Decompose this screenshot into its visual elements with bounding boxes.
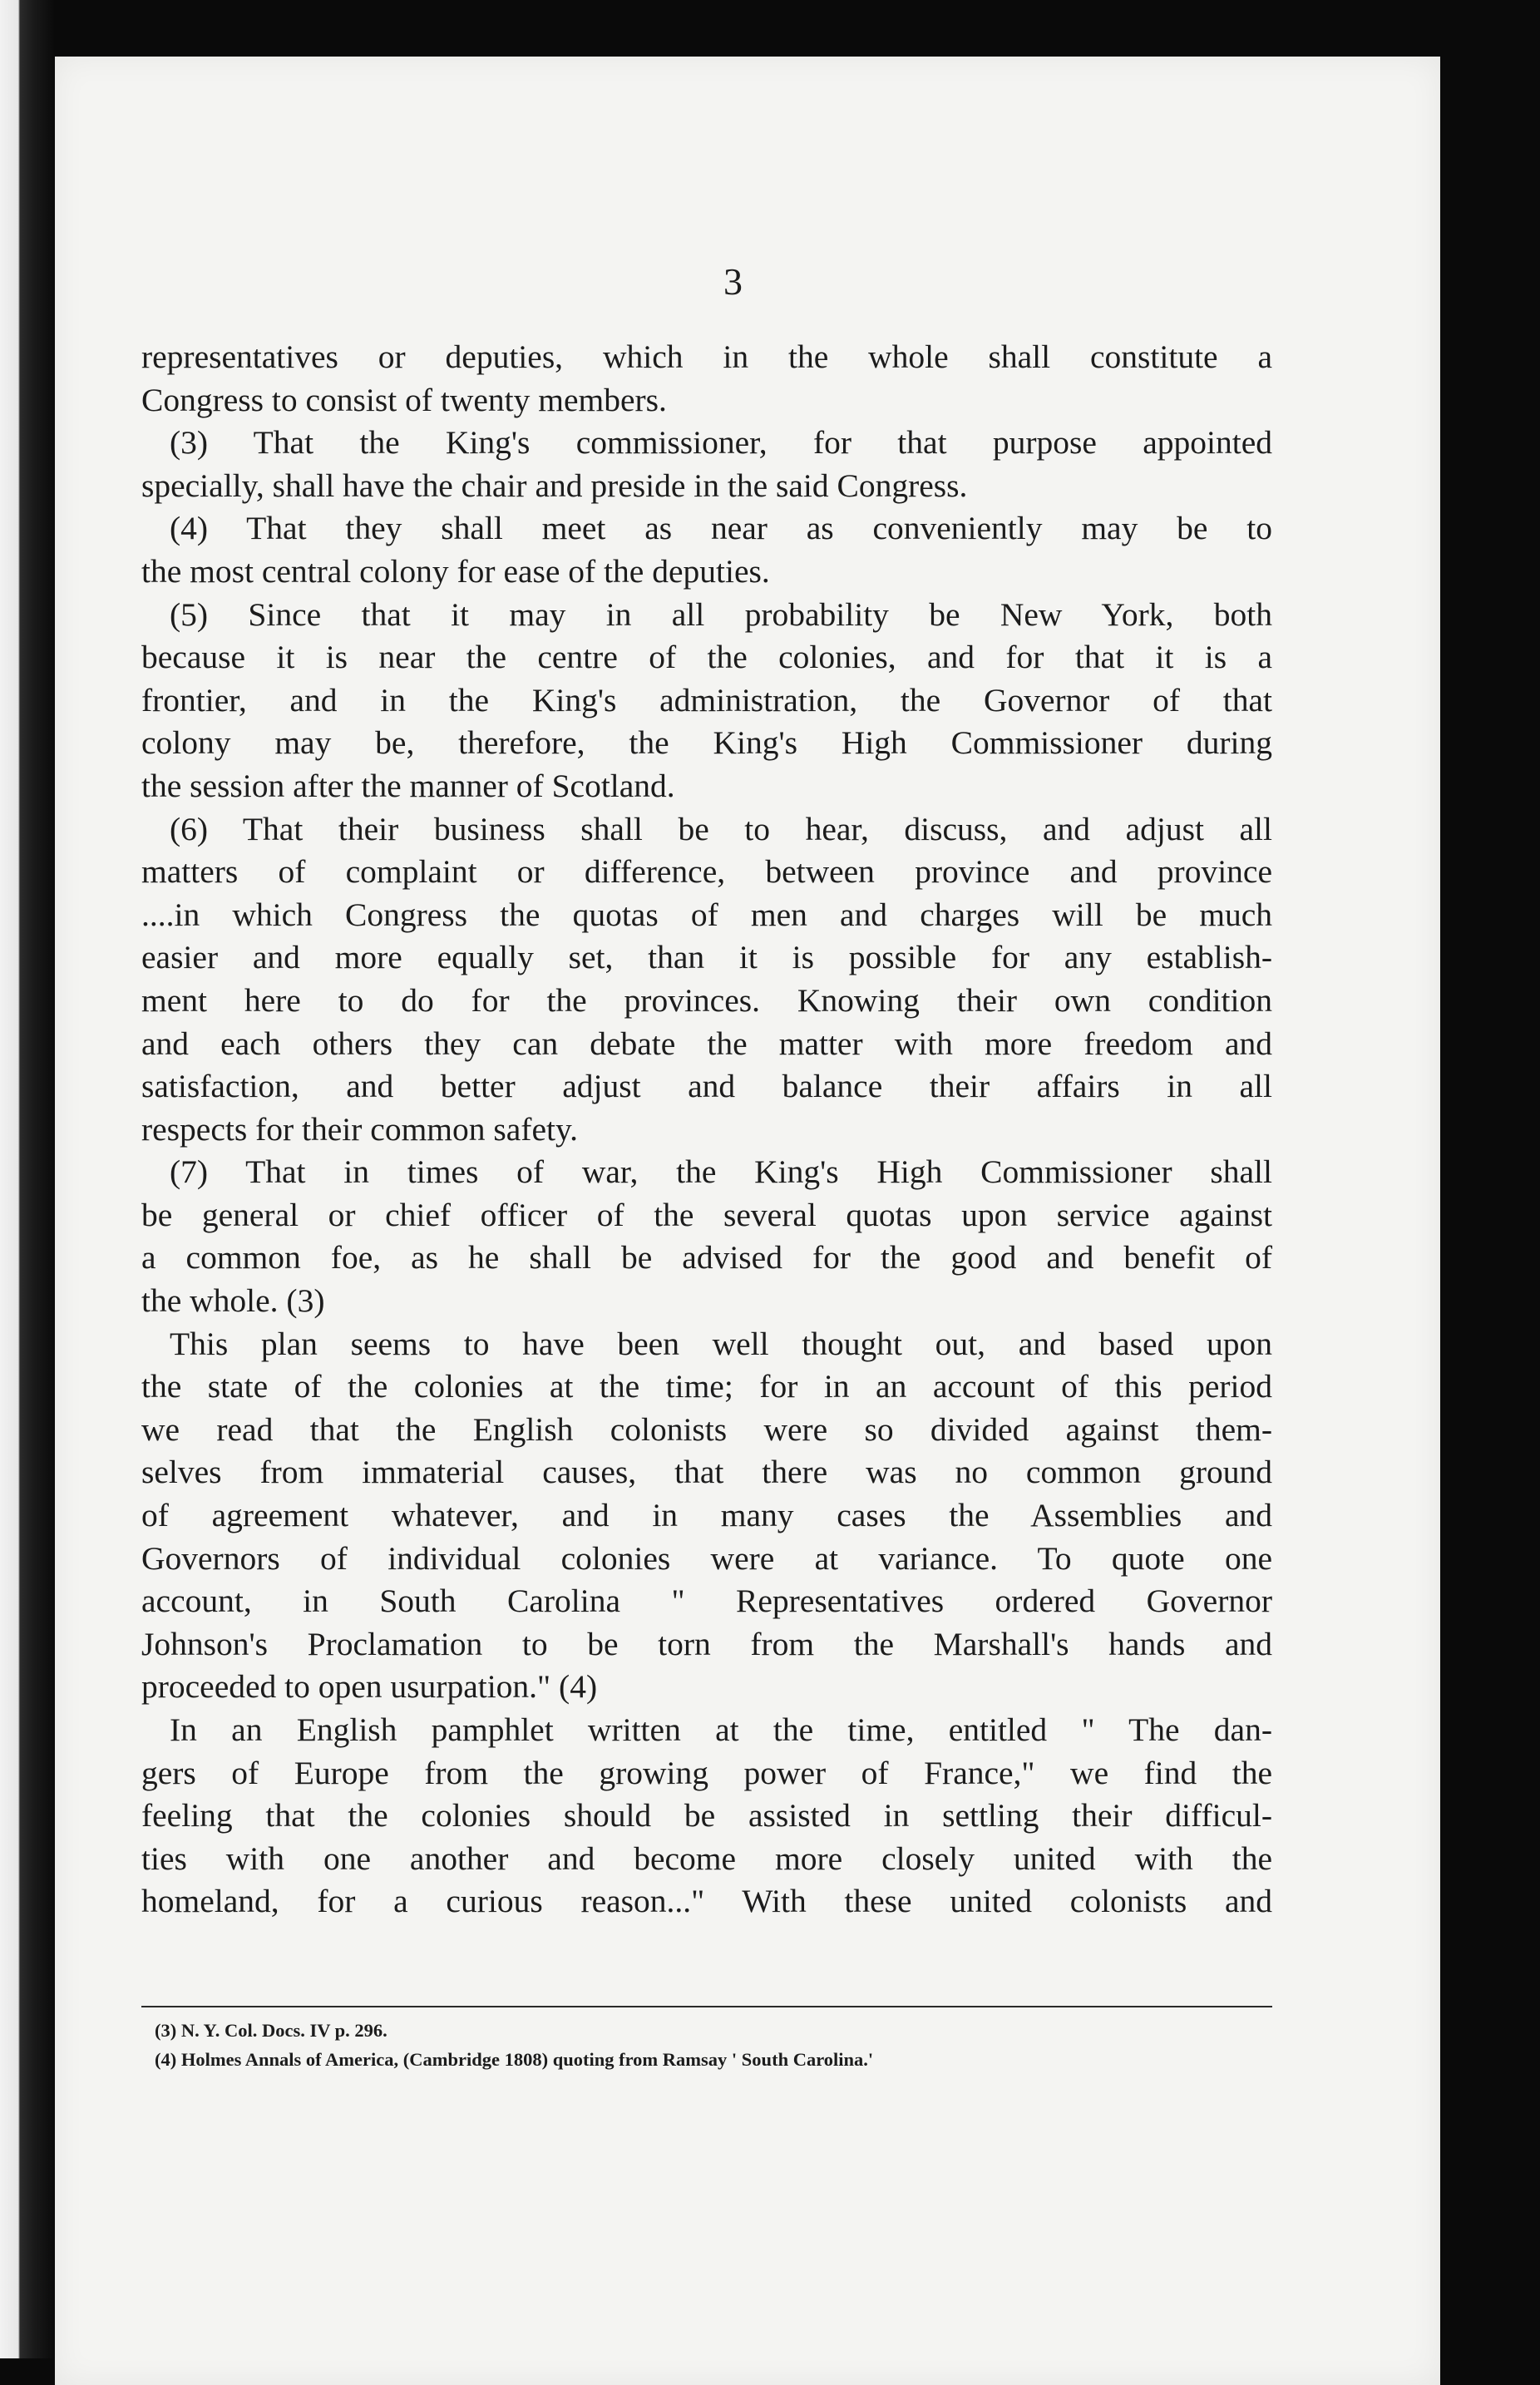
text-line: homeland, for a curious reason..." With these united colonists and bbox=[141, 1883, 1272, 1920]
text-line: ties with one another and become more closely united with the bbox=[141, 1839, 1272, 1877]
text-line: (5) Since that it may in all probability be New York, both bbox=[170, 595, 1272, 633]
text-line: and each others they can debate the matter with more freedom and bbox=[141, 1025, 1272, 1062]
text-line: easier and more equally set, than it is possible for any establish- bbox=[141, 939, 1272, 976]
text-line: the whole. (3) bbox=[141, 1282, 325, 1320]
text-line: because it is near the centre of the colonies, and for that it is a bbox=[141, 639, 1272, 676]
book-page bbox=[55, 57, 1440, 2385]
text-line: a common foe, as he shall be advised for the good and benefit of bbox=[141, 1239, 1272, 1276]
text-line: be general or chief officer of the several quotas upon service against bbox=[141, 1196, 1272, 1233]
text-line: ....in which Congress the quotas of men and charges will be much bbox=[141, 896, 1272, 933]
text-line: account, in South Carolina " Representatives ordered Governor bbox=[141, 1583, 1272, 1620]
text-line: colony may be, therefore, the King's High Commissioner during bbox=[141, 724, 1272, 762]
text-line: (4) That they shall meet as near as conveniently may be to bbox=[170, 510, 1272, 547]
body-text bbox=[141, 336, 1272, 1923]
text-line: Governors of individual colonies were at variance. To quote one bbox=[141, 1539, 1272, 1577]
text-line: This plan seems to have been well thought out, and based upon bbox=[170, 1325, 1272, 1362]
text-line: matters of complaint or difference, between province and province bbox=[141, 853, 1272, 891]
text-line: the session after the manner of Scotland. bbox=[141, 767, 675, 804]
text-line: Congress to consist of twenty members. bbox=[141, 381, 667, 418]
text-line: gers of Europe from the growing power of France," we find the bbox=[141, 1754, 1272, 1791]
footnotes bbox=[141, 2016, 1272, 2074]
text-line: the most central colony for ease of the deputies. bbox=[141, 552, 770, 590]
text-line: selves from immaterial causes, that there was no common ground bbox=[141, 1454, 1272, 1491]
text-line: In an English pamphlet written at the time, entitled " The dan- bbox=[170, 1711, 1272, 1748]
footnote: (3) N. Y. Col. Docs. IV p. 296. bbox=[155, 2020, 387, 2041]
page-number: 3 bbox=[723, 260, 743, 303]
text-line: proceeded to open usurpation." (4) bbox=[141, 1668, 598, 1706]
text-line: feeling that the colonies should be assisted in settling their difficul- bbox=[141, 1797, 1272, 1834]
text-line: respects for their common safety. bbox=[141, 1110, 579, 1148]
scan-left-edge bbox=[0, 0, 55, 2358]
text-line: (6) That their business shall be to hear, discuss, and adjust all bbox=[170, 810, 1272, 847]
text-line: specially, shall have the chair and preside in the said Congress. bbox=[141, 467, 968, 504]
text-line: (7) That in times of war, the King's High Commissioner shall bbox=[170, 1153, 1272, 1191]
text-line: ment here to do for the provinces. Knowing their own condition bbox=[141, 981, 1272, 1019]
text-line: we read that the English colonists were so divided against them- bbox=[141, 1410, 1272, 1448]
text-line: of agreement whatever, and in many cases the Assemblies and bbox=[141, 1497, 1272, 1534]
footnote: (4) Holmes Annals of America, (Cambridge 1808) quoting from Ramsay ' South Carolina.' bbox=[155, 2049, 874, 2070]
text-line: representatives or deputies, which in the whole shall constitute a bbox=[141, 338, 1272, 375]
footnote-rule bbox=[141, 2006, 1272, 2007]
text-line: satisfaction, and better adjust and balance their affairs in all bbox=[141, 1068, 1272, 1105]
text-line: frontier, and in the King's administration, the Governor of that bbox=[141, 681, 1272, 718]
text-line: (3) That the King's commissioner, for that purpose appointed bbox=[170, 424, 1272, 462]
text-line: the state of the colonies at the time; for in an account of this period bbox=[141, 1368, 1272, 1405]
text-line: Johnson's Proclamation to be torn from the Marshall's hands and bbox=[141, 1625, 1272, 1662]
